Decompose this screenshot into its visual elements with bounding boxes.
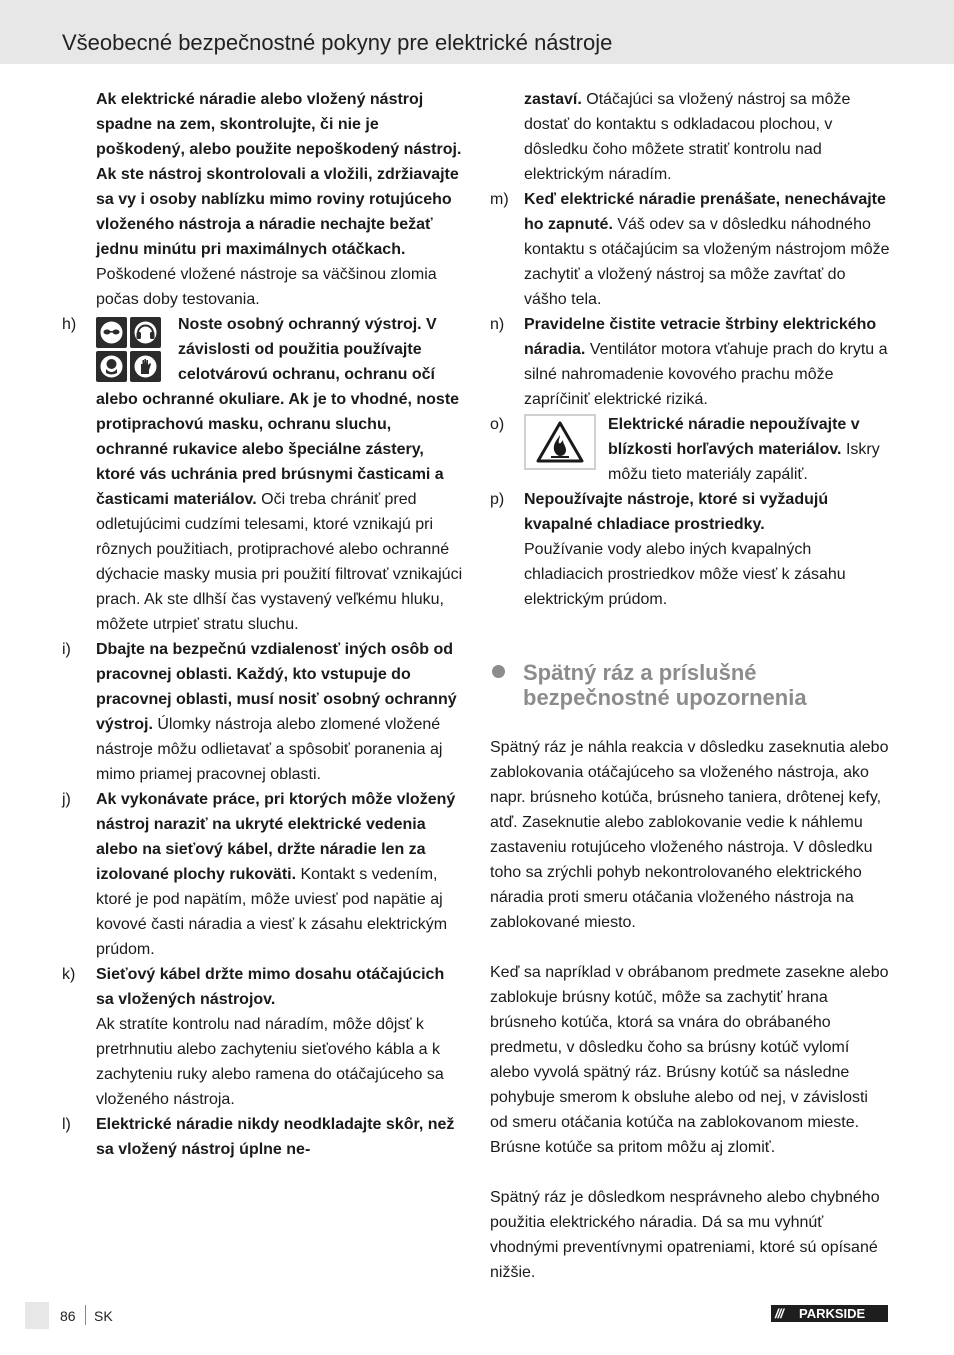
item-text: Oči treba chrániť pred odletujúcimi cudzími telesami, ktoré vznikajú pri rôznych použitiach, protiprachové alebo ochranné dýchacie masky musia pri použití filtrovať vznikajúci prach. Ak ste dlhší čas vystavený veľkému hluku, môžete utrpieť stratu sluchu. (96, 491, 463, 633)
ppe-pictograms (96, 312, 164, 382)
heading-bullet (492, 665, 505, 678)
protective-gloves-icon (130, 351, 161, 382)
item-letter: m) (490, 191, 509, 208)
parkside-logo (771, 1305, 888, 1322)
left-column (62, 87, 464, 1162)
instruction-l-continued (490, 87, 890, 187)
instruction-n (490, 312, 890, 412)
intro-paragraph (62, 87, 464, 312)
item-text: Používanie vody alebo iných kvapalných chladiacich prostriedkov môže viesť k zásahu elektrickým prúdom. (524, 541, 846, 608)
item-bold: Nepoužívajte nástroje, ktoré si vyžadujú kvapalné chladiace prostriedky. (524, 491, 829, 533)
item-bold: Noste osobný ochranný výstroj. V závislosti od použitia používajte celotvárovú ochranu, ochranu očí alebo ochranné okuliare. Ak je to vhodné, noste protiprachovú masku, ochranu sluchu, ochranné rukavice alebo špeciálne zástery, ktoré vás uchránia pred brúsnymi časticami a časticami materiálov. (96, 316, 460, 508)
item-letter: i) (62, 641, 71, 658)
item-bold: zastaví. (524, 91, 582, 108)
instruction-k (62, 962, 464, 1112)
item-text: Úlomky nástroja alebo zlomené vložené nástroje môžu odlietavať a spôsobiť poranenia aj mimo priamej pracovnej oblasti. (96, 716, 443, 783)
item-bold: Elektrické náradie nikdy neodkladajte skôr, než sa vložený nástroj úplne ne- (96, 1116, 455, 1158)
logo-text: PARKSIDE (799, 1306, 866, 1321)
intro-text: Poškodené vložené nástroje sa väčšinou zlomia počas doby testovania. (96, 266, 437, 308)
kickback-paragraph-3: Spätný ráz je dôsledkom nesprávneho alebo chybného použitia elektrického náradia. Dá sa mu vyhnúť vhodnými preventívnymi opatreniami, ktoré sú opísané nižšie. (490, 1189, 880, 1281)
item-bold: Ak vykonávate práce, pri ktorých môže vložený nástroj naraziť na ukryté elektrické vedenia alebo na sieťový kábel, držte náradie len za izolované plochy rukoväti. (96, 791, 456, 883)
language-code: SK (94, 1308, 113, 1324)
logo-stripes: /// (775, 1306, 783, 1321)
item-text: Kontakt s vedením, ktoré je pod napätím, môže uviesť pod napätie aj kovové časti náradia a viesť k zásahu elektrickým prúdom. (96, 866, 448, 958)
item-text: Ak stratíte kontrolu nad náradím, môže dôjsť k pretrhnutiu alebo zachyteniu sieťového kábla a k zachyteniu ruky alebo ramena do otáčajúceho sa vloženého nástroja. (96, 1016, 444, 1108)
right-column (490, 87, 890, 1285)
item-bold: Elektrické náradie nepoužívajte v blízkosti horľavých materiálov. (608, 416, 860, 458)
item-letter: j) (62, 791, 71, 808)
footer-divider (85, 1305, 86, 1325)
item-letter: o) (490, 416, 505, 433)
section-title: Spätný ráz a príslušné bezpečnostné upozornenia (523, 660, 807, 710)
intro-bold: Ak elektrické náradie alebo vložený nástroj spadne na zem, skontrolujte, či nie je poškodený, alebo použite nepoškodený nástroj. Ak ste nástroj skontrolovali a vložili, zdržiavajte sa vy i osoby nablízku mimo roviny rotujúceho vloženého nástroja a náradie nechajte bežať jednu minútu pri maximálnych otáčkach. (96, 91, 462, 258)
ear-protection-icon (130, 317, 161, 348)
item-text: Otáčajúci sa vložený nástroj sa môže dostať do kontaktu s odkladacou plochou, v dôsledku čoho môžete stratiť kontrolu nad elektrickým náradím. (524, 91, 851, 183)
item-text: Váš odev sa v dôsledku náhodného kontaktu s otáčajúcim sa vloženým nástrojom môže zachytiť a vložený nástroj sa môže zavŕtať do vášho tela. (524, 216, 890, 308)
item-letter: n) (490, 316, 505, 333)
item-bold: Sieťový kábel držte mimo dosahu otáčajúcich sa vložených nástrojov. (96, 966, 445, 1008)
respirator-mask-icon (96, 351, 127, 382)
footer-page-marker (25, 1302, 49, 1329)
section-heading (490, 660, 890, 710)
instruction-p (490, 487, 890, 612)
item-bold: Dbajte na bezpečnú vzdialenosť iných osôb od pracovnej oblasti. Každý, kto vstupuje do pracovnej oblasti, musí nosiť osobný ochranný výstroj. (96, 641, 457, 733)
item-bold: Pravidelne čistite vetracie štrbiny elektrického náradia. (524, 316, 877, 358)
item-letter: h) (62, 316, 77, 333)
instruction-l (62, 1112, 464, 1162)
item-text: Iskry môžu tieto materiály zapáliť. (608, 441, 880, 483)
item-letter: p) (490, 491, 505, 508)
page-title: Všeobecné bezpečnostné pokyny pre elektrické nástroje (62, 30, 613, 55)
instruction-i (62, 637, 464, 787)
instruction-m (490, 187, 890, 312)
kickback-paragraph-1: Spätný ráz je náhla reakcia v dôsledku zaseknutia alebo zablokovania otáčajúceho sa vloženého nástroja, ako napr. brúsneho kotúča, brúsneho taniera, drôtenej kefy, atď. Zaseknutie alebo zablokovanie vedie k náhlemu zastaveniu rotujúceho vloženého nástroja. V dôsledku toho sa zrýchli pohyb nekontrolovaného elektrického náradia proti smeru otáčania vloženého nástroja na zablokované miesto. (490, 739, 889, 931)
item-letter: k) (62, 966, 76, 983)
instruction-j (62, 787, 464, 962)
item-text: Ventilátor motora vťahuje prach do krytu a silné nahromadenie kovového prachu môže zapríčiniť elektrické riziká. (524, 341, 888, 408)
fire-warning-icon (524, 414, 596, 470)
instruction-h (62, 312, 464, 637)
page-number: 86 (60, 1308, 76, 1324)
item-bold: Keď elektrické náradie prenášate, nenechávajte ho zapnuté. (524, 191, 886, 233)
item-letter: l) (62, 1116, 71, 1133)
kickback-paragraph-2: Keď sa napríklad v obrábanom predmete zasekne alebo zablokuje brúsny kotúč, môže sa zachytiť hrana brúsneho kotúča, ktorá sa vnára do obrábaného predmetu, v dôsledku čoho sa brúsny kotúč vylomí alebo vyvolá spätný ráz. Brúsny kotúč sa následne pohybuje smerom k obsluhe alebo od nej, v závislosti od smeru otáčania kotúča na zablokovanom mieste. Brúsne kotúče sa pritom môžu aj zlomiť. (490, 964, 889, 1156)
page-header (0, 0, 954, 64)
eye-protection-icon (96, 317, 127, 348)
instruction-o (490, 412, 890, 487)
